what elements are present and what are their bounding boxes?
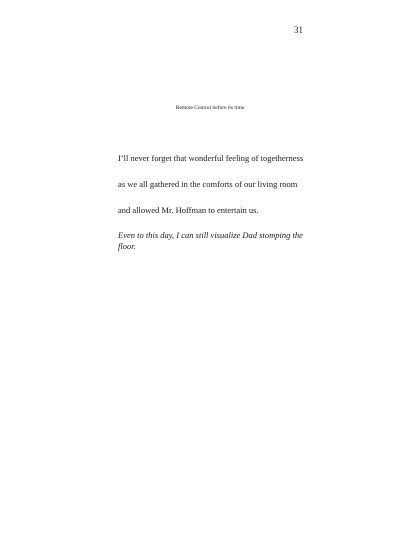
paragraph-line: as we all gathered in the comforts of our living room (118, 179, 298, 189)
italic-paragraph: Even to this day, I can still visualize Dad stomping the floor. (118, 230, 303, 251)
page-number: 31 (294, 25, 303, 35)
body-text (118, 153, 318, 267)
paragraph-line: and allowed Mr. Hoffman to entertain us. (118, 205, 259, 215)
paragraph-line: I’ll never forget that wonderful feeling of togetherness (118, 153, 304, 163)
image-caption: Remote Control before its time (175, 105, 245, 111)
